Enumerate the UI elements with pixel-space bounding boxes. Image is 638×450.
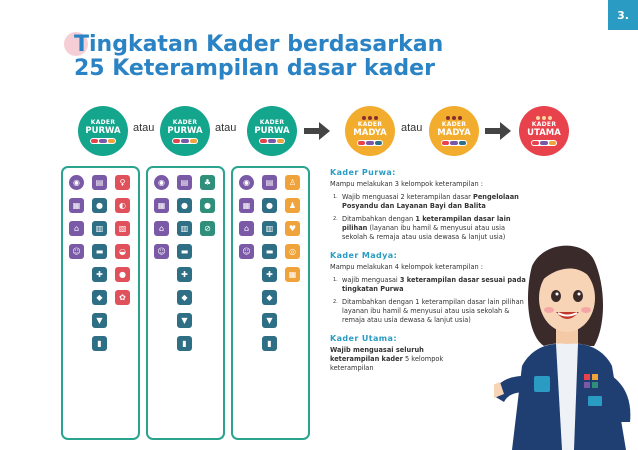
thermometer-icon: ▮	[262, 336, 277, 351]
badge-label-main: MADYA	[437, 128, 471, 138]
madya-intro: Mampu melakukan 4 kelompok keterampilan :	[330, 263, 483, 271]
badge-label-main: UTAMA	[527, 128, 561, 138]
badge-kader-utama	[519, 106, 569, 156]
posyandu-icon: ◉	[239, 175, 254, 190]
immunization-icon: ✚	[92, 267, 107, 282]
growth-chart-icon: ▥	[262, 221, 277, 236]
badge-kader-purwa-1	[78, 106, 128, 156]
family-planning-icon: ✿	[115, 290, 130, 305]
skill-card-option-3	[231, 166, 310, 440]
vitamin-icon: ◆	[92, 290, 107, 305]
magnifier-icon: ◎	[285, 244, 300, 259]
atau-label-3: atau	[401, 122, 423, 134]
elderly-icon: ♙	[285, 175, 300, 190]
badge-kader-madya-2	[429, 106, 479, 156]
counseling-icon: ☺	[239, 244, 254, 259]
calendar-icon: ▦	[285, 267, 300, 282]
skill-card-option-2	[146, 166, 225, 440]
immunization-icon: ✚	[262, 267, 277, 282]
posyandu-icon: ◉	[69, 175, 84, 190]
arrow-right-icon	[304, 122, 330, 140]
section-heading-utama: Kader Utama:	[330, 334, 397, 343]
thermometer-icon: ▮	[92, 336, 107, 351]
atau-label-2: atau	[215, 122, 237, 134]
posyandu-icon: ◉	[154, 175, 169, 190]
pregnancy-book-icon: ▧	[115, 221, 130, 236]
badge-label-main: PURWA	[167, 125, 203, 136]
growth-chart-icon: ▥	[92, 221, 107, 236]
adult-group-icon: ♟	[285, 198, 300, 213]
badge-pill-icon	[441, 140, 467, 146]
health-cadre-character-illustration	[494, 226, 638, 450]
purwa-item-2: 2. Ditambahkan dengan 1 keterampilan dasar lain pilihan (layanan ibu hamil & menyusui atau usia sekolah & remaja atau usia dewasa & lanjut usia)	[333, 215, 511, 241]
badge-pill-icon	[357, 140, 383, 146]
madya-item-1: 1. wajib menguasai 3 keterampilan dasar sesuai pada tingkatan Purwa	[333, 276, 526, 293]
badge-pill-icon	[531, 140, 557, 146]
breastfeeding-icon: ◒	[115, 244, 130, 259]
badge-label-top: KADER	[441, 121, 467, 128]
clipboard-icon: ▤	[92, 175, 107, 190]
badge-kader-purwa-3	[247, 106, 297, 156]
badge-label-top: KADER	[357, 121, 383, 128]
counseling-icon: ☺	[154, 244, 169, 259]
skill-card-option-1	[61, 166, 140, 440]
title-line-1: Tingkatan Kader berdasarkan	[74, 32, 444, 57]
mother-icon: ♀	[115, 175, 130, 190]
section-heading-purwa: Kader Purwa:	[330, 168, 396, 177]
register-icon: ▦	[154, 198, 169, 213]
baby-icon: ●	[92, 198, 107, 213]
growth-chart-icon: ▥	[177, 221, 192, 236]
title-line-2: 25 Keterampilan dasar kader	[74, 56, 435, 81]
blood-pressure-icon: ♥	[285, 221, 300, 236]
utama-description: Wajib menguasai seluruh keterampilan kader 5 kelompok keterampilan	[330, 346, 444, 372]
water-drop-icon: ●	[200, 198, 215, 213]
badge-label-top: KADER	[531, 121, 557, 128]
badge-kader-madya-1	[345, 106, 395, 156]
blood-drop-icon: ●	[115, 267, 130, 282]
purwa-item-1: 1. Wajib menguasai 2 keterampilan dasar Pengelolaan Posyandu dan Layanan Bayi dan Balita	[333, 193, 519, 210]
clipboard-icon: ▤	[177, 175, 192, 190]
badge-pill-icon	[172, 138, 198, 144]
counseling-icon: ☺	[69, 244, 84, 259]
register-icon: ▦	[239, 198, 254, 213]
badge-pill-icon	[259, 138, 285, 144]
badge-label-main: PURWA	[85, 125, 121, 136]
baby-icon: ●	[262, 198, 277, 213]
scale-icon: ▬	[177, 244, 192, 259]
home-visit-icon: ⌂	[239, 221, 254, 236]
food-icon: ◐	[115, 198, 130, 213]
scale-icon: ▬	[92, 244, 107, 259]
badge-label-top: KADER	[259, 118, 285, 126]
shield-icon: ▼	[177, 313, 192, 328]
arrow-right-icon	[485, 122, 511, 140]
thermometer-icon: ▮	[177, 336, 192, 351]
page-number: 3.	[608, 0, 638, 30]
baby-icon: ●	[177, 198, 192, 213]
badge-pill-icon	[90, 138, 116, 144]
vitamin-icon: ◆	[177, 290, 192, 305]
atau-label-1: atau	[133, 122, 155, 134]
section-heading-madya: Kader Madya:	[330, 251, 398, 260]
shield-icon: ▼	[262, 313, 277, 328]
shield-icon: ▼	[92, 313, 107, 328]
badge-kader-purwa-2	[160, 106, 210, 156]
vitamin-icon: ◆	[262, 290, 277, 305]
scale-icon: ▬	[262, 244, 277, 259]
page-title	[74, 33, 494, 81]
purwa-intro: Mampu melakukan 3 kelompok keterampilan :	[330, 180, 483, 188]
badge-label-main: PURWA	[254, 125, 290, 136]
madya-item-2: 2. Ditambahkan dengan 1 keterampilan dasar lain pilihan layanan ibu hamil & menyusui atau usia sekolah & remaja atau usia dewasa & lanjut usia)	[333, 298, 524, 324]
immunization-icon: ✚	[177, 267, 192, 282]
clipboard-icon: ▤	[262, 175, 277, 190]
school-children-icon: ♣	[200, 175, 215, 190]
home-visit-icon: ⌂	[154, 221, 169, 236]
no-smoking-icon: ⊘	[200, 221, 215, 236]
badge-label-main: MADYA	[353, 128, 387, 138]
badge-label-top: KADER	[172, 118, 198, 126]
home-visit-icon: ⌂	[69, 221, 84, 236]
register-icon: ▦	[69, 198, 84, 213]
badge-label-top: KADER	[90, 118, 116, 126]
